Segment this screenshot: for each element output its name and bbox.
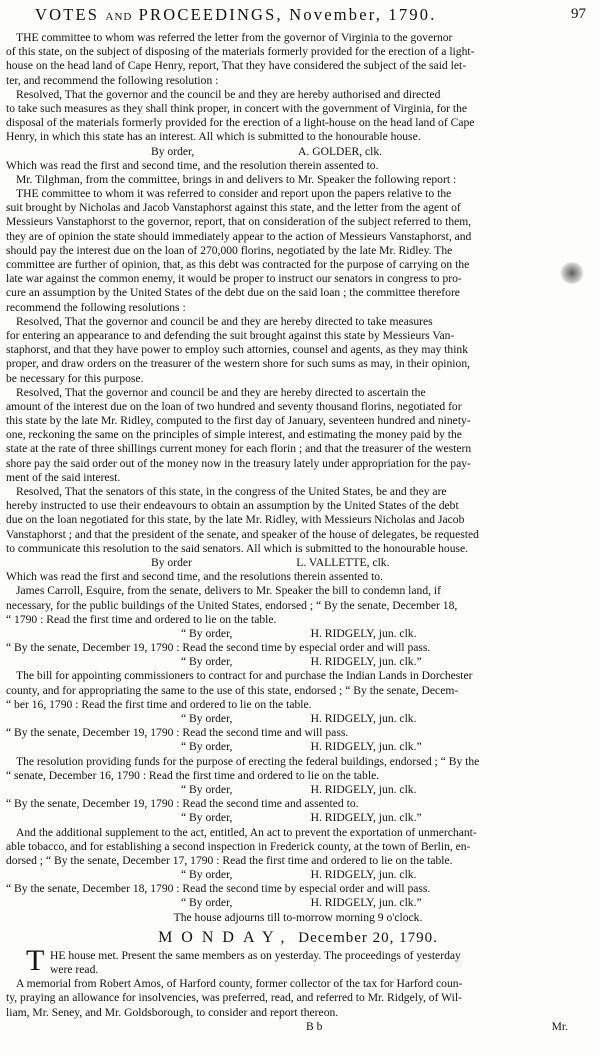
text-line: county, and for appropriating the same to the use of this state, endorsed ; “ By the senate, Decem- (6, 683, 459, 697)
signature-line: “ By order, H. RIDGELY, jun. clk. (181, 782, 417, 796)
text-line: cure an assumption by the United States of the debt due on the said loan ; the committee therefore (6, 286, 460, 300)
text-line: recommend the following resolutions : (6, 300, 186, 314)
text-line: Which was read the first and second time, and the resolution therein assented to. (6, 158, 379, 172)
catchword: Mr. (551, 1019, 568, 1033)
text-line: committee are further of opinion, that, as this debt was contracted for the purpose of carrying on the (6, 258, 470, 271)
text-line: proper, and draw orders on the treasurer of the western shore for such sums as may, in their opinion, (6, 357, 471, 371)
text-line: Resolved, That the governor and the council be and they are hereby authorised and directed (16, 87, 441, 101)
text-line: state at the rate of three shillings current money for each florin ; and that the treasurer of the western (6, 442, 472, 456)
page-footer (6, 1020, 590, 1034)
page-number: 97 (571, 6, 586, 22)
text-line: “ ber 16, 1790 : Read the first time and ordered to lie on the table. (6, 697, 312, 711)
text-line: due on the loan negotiated for this state, by the late Mr. Ridley, with Messieurs Nicholas and Jacob (6, 513, 465, 527)
text-line: ment of the said interest. (6, 470, 121, 484)
signature-line: “ By order, H. RIDGELY, jun. clk. (181, 626, 417, 640)
running-title (35, 5, 437, 25)
text-line: to take such measures as they shall think proper, in concert with the government of Virginia, for the (6, 101, 468, 115)
running-header (0, 5, 600, 27)
running-title-and: AND (105, 11, 133, 23)
text-line: Vanstaphorst ; and that the president of the senate, and speaker of the house of delegates, be requested (6, 527, 479, 541)
text-line: liam, Mr. Seney, and Mr. Goldsborough, to consider and report thereon. (6, 1005, 339, 1019)
signature-line: “ By order, H. RIDGELY, jun. clk.” (181, 896, 422, 910)
text-line: be necessary for this purpose. (6, 371, 144, 385)
text-line: And the additional supplement to the act, entitled, An act to prevent the exportation of unmerchant- (16, 825, 477, 839)
signature-mark: B b (306, 1019, 323, 1033)
text-line: hereby instructed to use their endeavours to obtain an assumption by the United States of the debt (6, 499, 459, 513)
text-line: Which was read the first and second time, and the resolutions therein assented to. (6, 570, 384, 584)
text-line: they are of opinion the state should immediately appear to the action of Messieurs Vanstaphorst, and (6, 229, 472, 243)
text-line: suit brought by Nicholas and Jacob Vanstaphorst against this state, and the letter from the agent of (6, 201, 461, 215)
text-line: ty, praying an allowance for insolvencies, was preferred, read, and referred to Mr. Ridgely, of Wil- (6, 991, 462, 1005)
text-line: Messieurs Vanstaphorst to the governor, report, that on consideration of the subject referred to them, (6, 215, 472, 229)
text-line: Mr. Tilghman, from the committee, brings in and delivers to Mr. Speaker the following report : (16, 172, 457, 186)
text-line: The resolution providing funds for the purpose of erecting the federal buildings, endorsed ; “ By the (16, 754, 480, 768)
text-line: Resolved, That the governor and council be and they are hereby directed to ascertain the (16, 385, 426, 399)
text-line: THE committee to whom it was referred to consider and report upon the papers relative to the (16, 187, 452, 201)
text-line: Henry, in which this state has an interest. All which is submitted to the honourable house. (6, 130, 421, 144)
text-line: shore pay the said order out of the money now in the treasury lately under appropriation for the pay- (6, 456, 471, 470)
text-line: for entering an appearance to and defending the suit brought against this state by Messieurs Van- (6, 328, 455, 342)
text-line: house on the head land of Cape Henry, report, That they have considered the subject of the said let- (6, 59, 467, 73)
text-line: this state by the late Mr. Ridley, computed to the first day of January, seventeen hundred and ninety- (6, 414, 471, 428)
text-line: staphorst, and that they have power to employ such attornies, counsel and agents, as they may think (6, 343, 469, 357)
day-heading-date: December 20, 1790. (298, 929, 438, 946)
text-line: “ senate, December 16, 1790 : Read the first time and ordered to lie on the table. (6, 768, 380, 782)
text-line: late war against the common enemy, it would be proper to instruct our senators in congress to pro- (6, 272, 462, 286)
signature-line: “ By order, H. RIDGELY, jun. clk.” (181, 655, 422, 669)
running-title-votes: VOTES (35, 5, 100, 24)
text-line: “ By the senate, December 18, 1790 : Read the second time by especial order and will pass. (6, 882, 431, 896)
text-line: necessary, for the public buildings of the United States, endorsed ; “ By the senate, December 18, (6, 598, 458, 612)
text-line: Resolved, That the senators of this state, in the congress of the United States, be and they are (16, 485, 447, 498)
text-line: of this state, on the subject of disposing of the materials formerly provided for the erection of a light- (6, 45, 475, 59)
drop-cap: T (26, 943, 45, 977)
text-line: HE house met. Present the same members as on yesterday. The proceedings of yesterday (50, 948, 461, 962)
text-line: A memorial from Robert Amos, of Harford county, former collector of the tax for Harford coun- (16, 977, 463, 991)
adjournment-line: The house adjourns till to-morrow morning 9 o'clock. (173, 910, 423, 924)
text-line: “ 1790 : Read the first time and ordered to lie on the table. (6, 612, 277, 626)
signature-line: “ By order, H. RIDGELY, jun. clk. (181, 712, 417, 725)
text-line: dorsed ; “ By the senate, December 17, 1790 : Read the first time and ordered to lie on the table. (6, 853, 453, 867)
signature-line: By order, A. GOLDER, clk. (151, 144, 383, 158)
text-line: Resolved, That the governor and council be and they are hereby directed to take measures (16, 314, 433, 328)
text-line: should pay the interest due on the loan of 270,000 florins, negotiated by the late Mr. Ridley. The (6, 243, 453, 257)
text-line: THE committee to whom was referred the letter from the governor of Virginia to the governor (16, 31, 453, 44)
signature-line: “ By order, H. RIDGELY, jun. clk.” (181, 811, 422, 825)
text-line: amount of the interest due on the loan of two hundred and seventy thousand florins, negotiated for (6, 399, 462, 413)
text-line: “ By the senate, December 19, 1790 : Read the second time and will pass. (6, 726, 349, 740)
day-heading-day: MONDAY, (158, 928, 294, 946)
text-line: were read. (50, 963, 99, 976)
text-line: ter, and recommend the following resolution : (6, 73, 219, 87)
signature-line: “ By order, H. RIDGELY, jun. clk. (181, 868, 417, 882)
signature-line: By order L. VALLETTE, clk. (151, 555, 390, 569)
text-line: “ By the senate, December 19, 1790 : Read the second time by especial order and will pass. (6, 641, 431, 655)
document-body (6, 31, 590, 1034)
text-line: James Carroll, Esquire, from the senate, delivers to Mr. Speaker the bill to condemn land, if (16, 584, 441, 598)
text-line: to communicate this resolution to the said senators. All which is submitted to the honourable house. (6, 541, 469, 555)
text-line: able tobacco, and for establishing a second inspection in Frederick county, at the town of Berlin, en- (6, 839, 471, 853)
text-line: The bill for appointing commissioners to contract for and purchase the Indian Lands in Dorchester (16, 669, 473, 683)
running-title-rest: PROCEEDINGS, November, 1790. (138, 5, 437, 24)
text-line: disposal of the materials formerly provided for the erection of a light-house on the head land of Cape (6, 116, 475, 130)
text-line: “ By the senate, December 19, 1790 : Read the second time and assented to. (6, 797, 359, 811)
text-line: one, reckoning the same on the principles of simple interest, and estimating the money paid by the (6, 428, 462, 442)
day-heading (6, 927, 590, 949)
signature-line: “ By order, H. RIDGELY, jun. clk.” (181, 740, 422, 754)
